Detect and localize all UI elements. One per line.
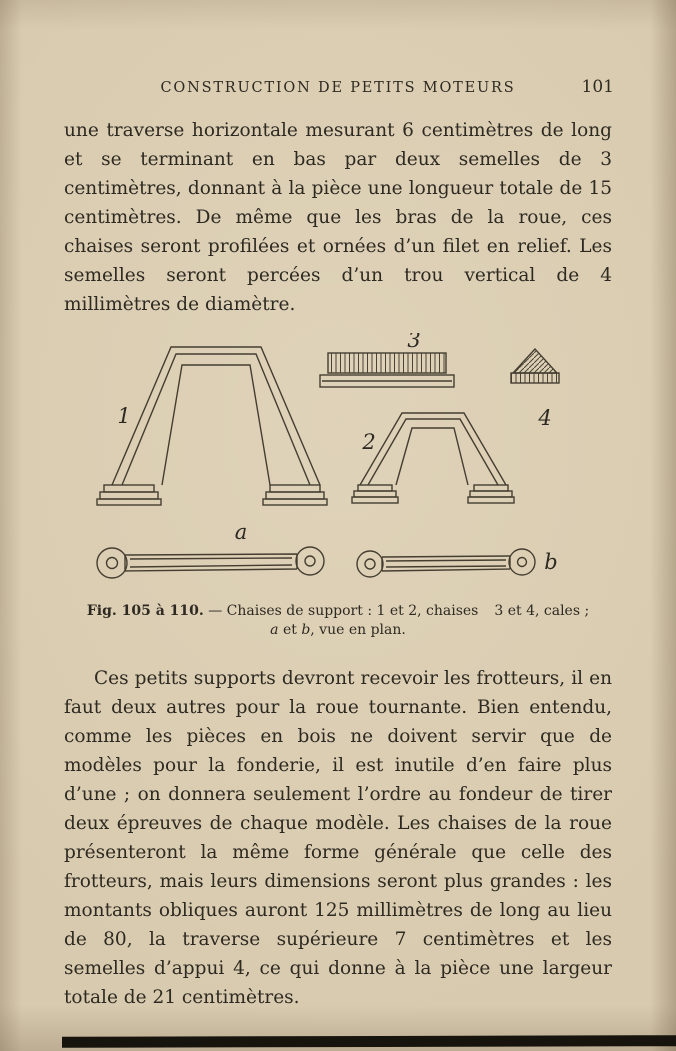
paragraph-1: une traverse horizontale mesurant 6 centimètres de long et se terminant en bas par deux semelles de 3 centimètres, donnant à la pièce une longueur totale de 15 centimètres. De même que les bras de la roue, ces chaises seront profilées et ornées d’un filet en relief. Les semelles seront percées d’un trou vertical de 4 millimètres de diamètre. [64,120,612,315]
caption-text-col2: 3 et 4, cales ; [494,603,590,619]
label-piece-1: 1 [117,404,131,428]
label-plan-b: b [544,550,558,574]
caption-rest: , vue en plan. [310,622,406,638]
piece-3-cale-bar [320,353,454,387]
plan-view-b [357,549,535,577]
label-piece-4: 4 [538,406,552,430]
page-number: 101 [581,77,614,97]
running-title: CONSTRUCTION DE PETITS MOTEURS [160,80,516,96]
caption-line-2 [64,621,612,640]
caption-et: et [278,622,302,638]
piece-1-large-chaise [97,347,327,505]
caption-line-1 [64,602,612,621]
caption-b: b [301,622,311,638]
caption-text: — Chaises de support : 1 et 2, chaises [203,603,479,619]
paragraph-2: Ces petits supports devront recevoir les frotteurs, il en faut deux autres pour la roue tournante. Bien entendu, comme les pièces en bois ne doivent servir que de modèles pour la fonderie, il est inutile d’en faire plus d’une ; on donnera seulement l’ordre au fondeur de tirer deux épreuves de chaque modèle. Les chaises de la roue présenteront la même forme générale que celle des frotteurs, mais leurs dimensions seront plus grandes : les montants obliques auront 125 millimètres de long au lieu de 80, la traverse supérieure 7 centimètres et les semelles d’appui 4, ce qui donne à la pièce une largeur totale de 21 centimètres. [64,668,612,1008]
label-plan-a: a [234,520,248,544]
text-column [64,77,614,1012]
page-header [64,77,614,104]
piece-4-cale-triangle [511,349,559,383]
label-piece-2: 2 [362,430,376,454]
scan-bottom-edge-artifact [62,1035,676,1048]
caption-fig-ref: Fig. 105 à 110. [86,603,204,619]
piece-2-small-chaise [352,413,514,503]
figure-block [64,333,612,640]
label-piece-3: 3 [407,333,421,352]
caption-a: a [270,622,279,638]
plan-view-a [97,547,324,578]
figure-drawing [64,333,624,598]
figure-caption [64,602,612,640]
